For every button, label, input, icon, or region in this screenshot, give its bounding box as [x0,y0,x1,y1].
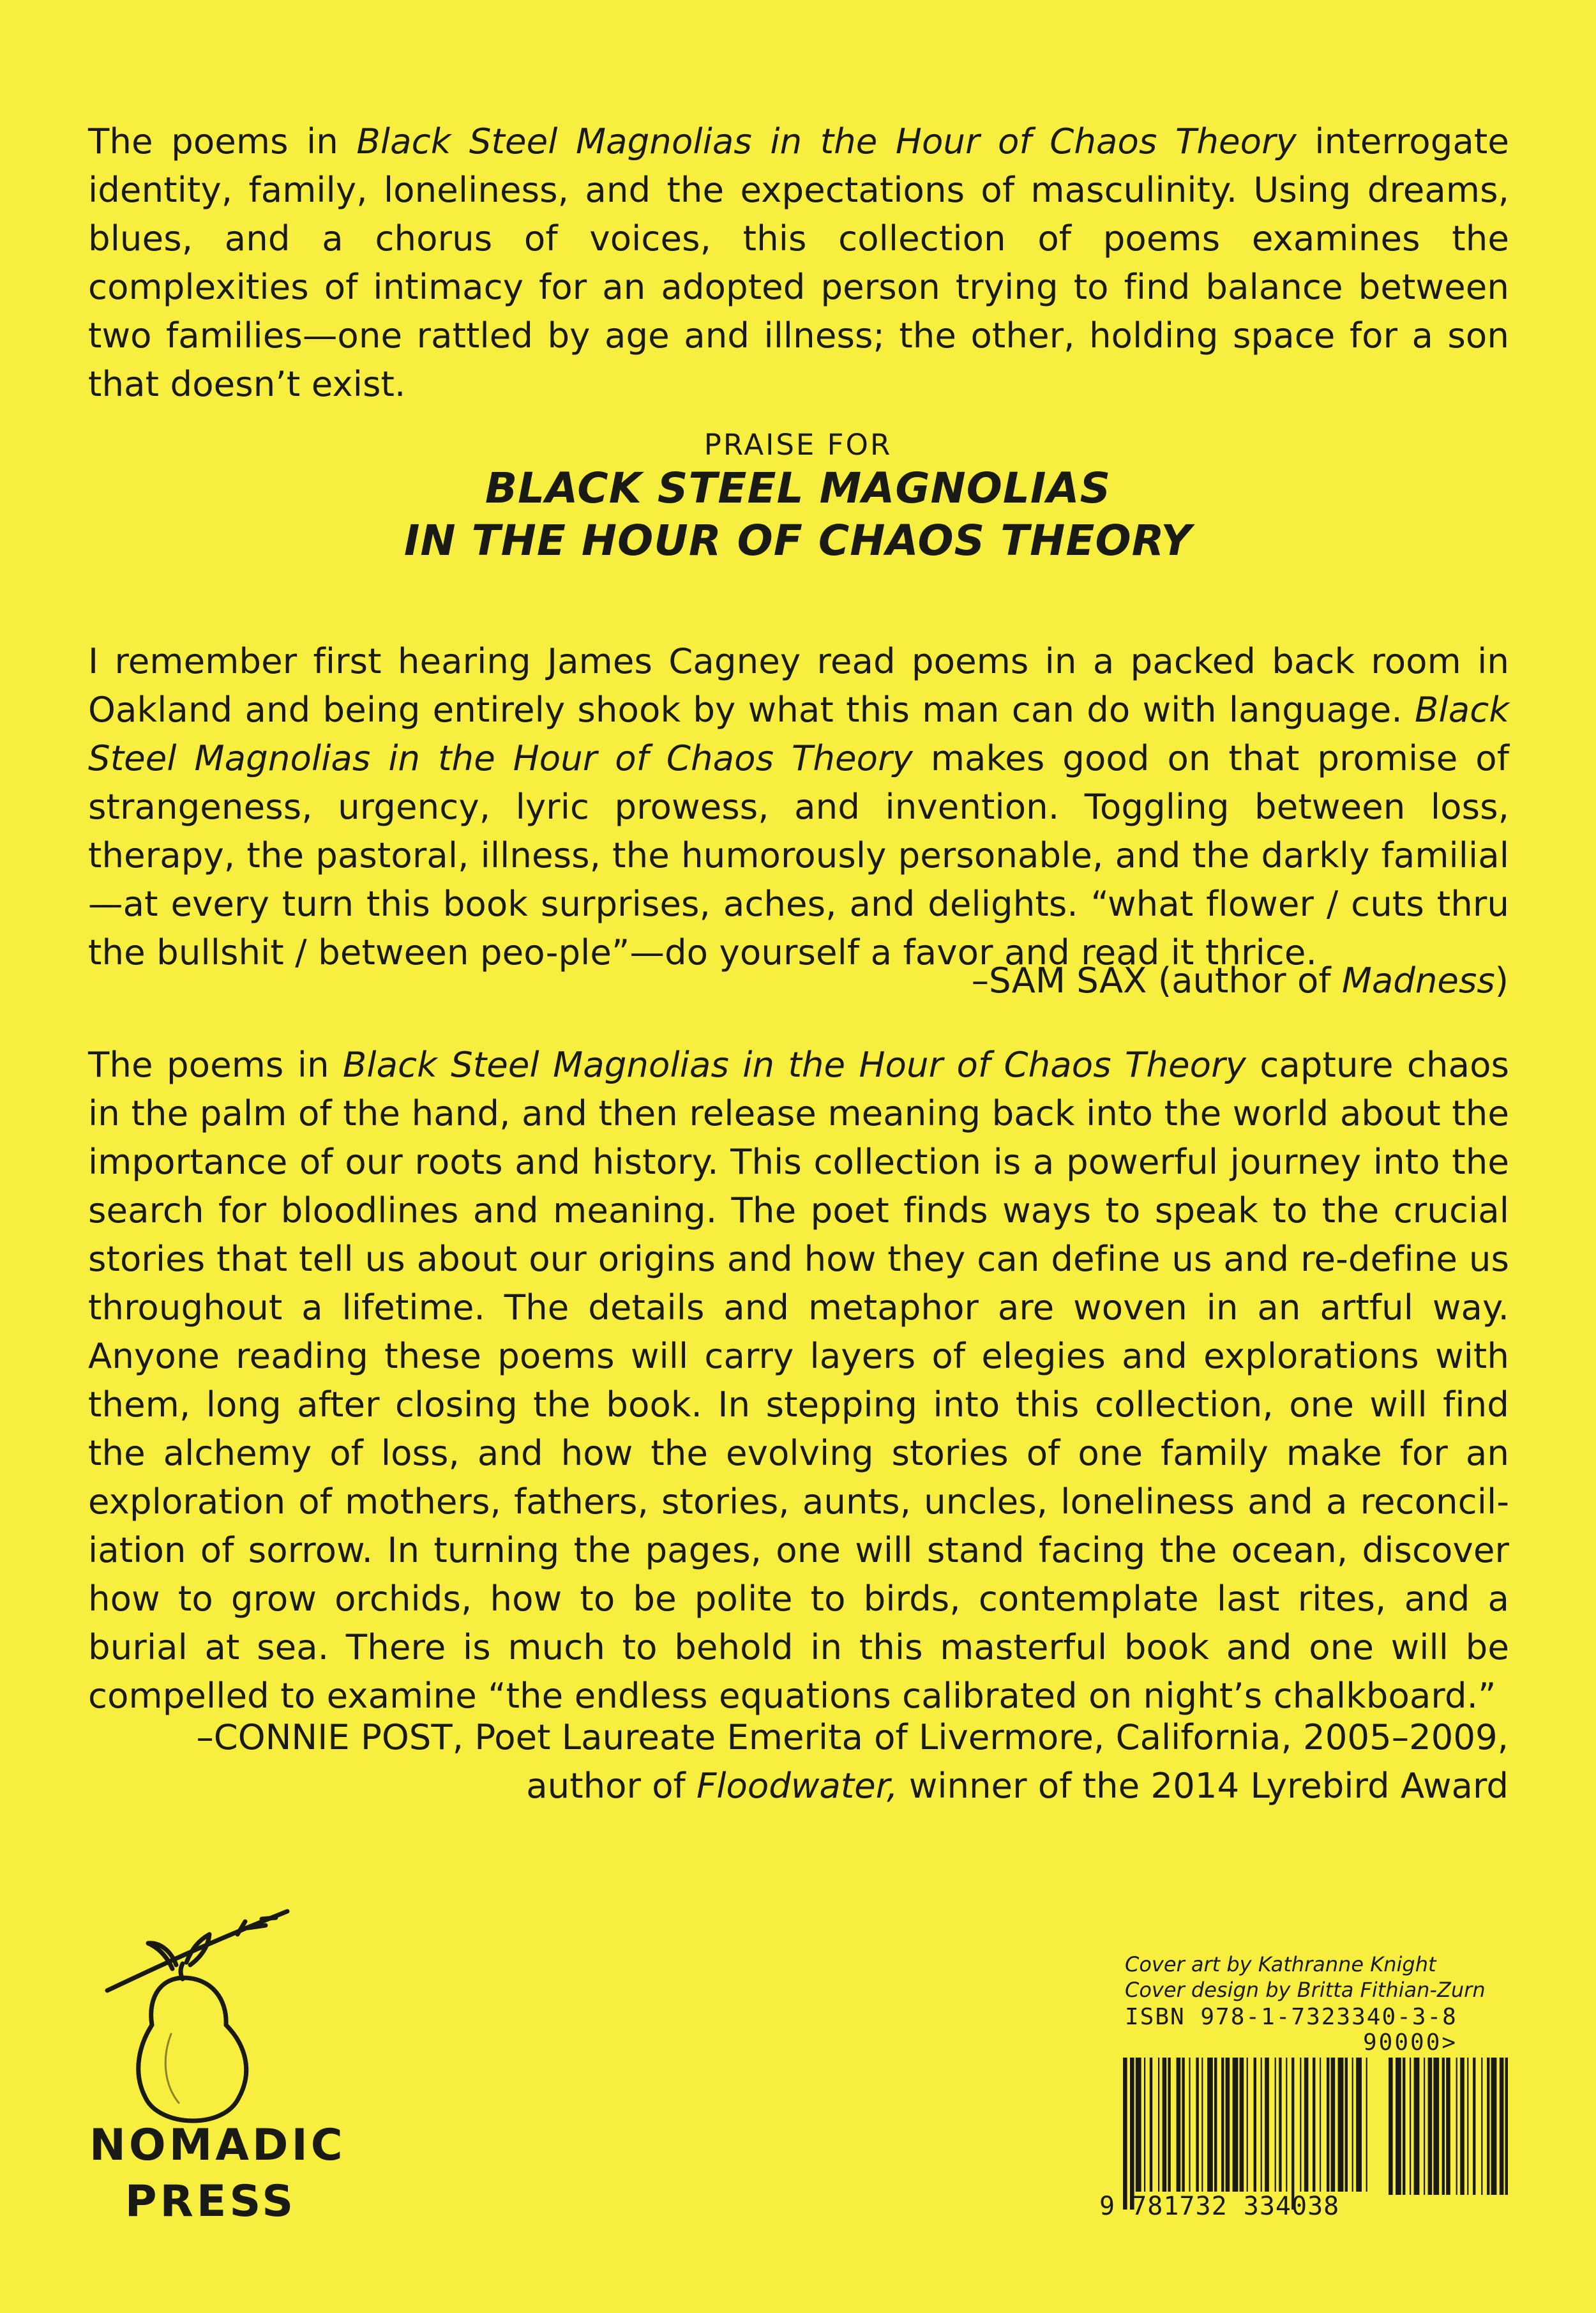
blurb1-part2: makes good on that promise of strangeness, urgency, lyric prowess, and invention. Toggling between loss, therapy, the pastoral, illness, the humorously personable, and the darkly familial—at every turn this book surprises, aches, and delights. “what flower / cuts thru the bullshit / between peo-ple”—do yourself a favor and read it thrice. [88,738,1510,973]
cover-design-credit: Cover design by Britta Fithian-Zurn [1125,1978,1486,2002]
blurb2-rest: capture chaos in the palm of the hand, and then release meaning back into the world about the importance of our roots and history. This collection is a powerful journey into the search for bloodlines and meaning. The poet finds ways to speak to the crucial stories that tell us about our origins and how they can define us and re-define us throughout a lifetime. The details and metaphor are woven in an artful way. Anyone reading these poems will carry layers of elegies and explorations with them, long after closing the book. In stepping into this collection, one will find the alchemy of loss, and how the evolving stories of one family make for an exploration of mothers, fathers, stories, aunts, uncles, loneliness and a reconcil-iation of sorrow. In turning the pages, one will stand facing the ocean, discover how to grow orchids, how to be polite to birds, contemplate last rites, and a burial at sea. There is much to behold in this masterful book and one will be compelled to examine “the endless equations calibrated on night’s chalkboard.” [88,1044,1510,1716]
intro-rest: interrogate identity, family, loneliness, and the expectations of masculinity. Using dreams, blues, and a chorus of voices, this collection of poems examines the complexities of intimacy for an adopted person trying to find balance between two families—one rattled by age and illness; the other, holding space for a son that doesn’t exist. [88,121,1509,404]
barcode-bar [1240,2058,1244,2192]
barcode-addon-bar [1414,2058,1420,2195]
book-description [88,117,1509,408]
barcode-addon-bar [1424,2058,1425,2195]
barcode-addon-bar [1505,2058,1508,2195]
barcode-bar [1196,2058,1198,2192]
blurb-connie-post [88,1040,1509,1720]
barcode-addon-bar [1481,2058,1482,2195]
barcode-bar [1265,2058,1269,2192]
barcode-bar [1286,2058,1287,2192]
pear-icon [96,1906,306,2136]
barcode-bar [1177,2058,1181,2192]
cover-credits [1125,1952,1486,2003]
barcode-bar [1304,2058,1309,2192]
barcode-addon-bar [1389,2058,1393,2195]
barcode-bar [1130,2058,1134,2210]
barcode-bar [1291,2058,1294,2210]
barcode-bar [1226,2058,1230,2192]
attr2-line2 [196,1761,1509,1810]
barcode-bar [1279,2058,1281,2192]
publisher-name-line-2: PRESS [124,2176,297,2227]
publisher-name-line-1: NOMADIC [89,2120,346,2171]
cover-art-credit: Cover art by Kathranne Knight [1125,1952,1436,1976]
barcode-addon-bar [1442,2058,1445,2195]
barcode-bar [1275,2058,1276,2192]
praise-for-label: PRAISE FOR [704,428,892,462]
barcode-addon-bar [1460,2058,1464,2195]
barcode-bar [1150,2058,1152,2192]
barcode-bar [1313,2058,1315,2192]
attr1-suffix: ) [1494,960,1509,1001]
barcode-addon-bar [1410,2058,1411,2195]
barcode-bar [1163,2058,1167,2192]
barcode-bar [1144,2058,1145,2192]
blurb2-lead: The poems in [88,1044,343,1085]
barcode-addon-bar [1491,2058,1497,2195]
barcode-addon-bar [1396,2058,1401,2195]
barcode-addon-bar [1487,2058,1489,2195]
blurb1-book-title: Black Steel Magnolias in the Hour of Chaos Theory [88,689,1509,778]
isbn-text: ISBN 978-1-7323340-3-8 [1125,2004,1457,2030]
barcode-addon-bar [1467,2058,1468,2195]
barcode-bar [1300,2058,1301,2192]
attr2-line2-prefix: author of [526,1765,697,1806]
barcode-bar [1261,2058,1262,2192]
intro-lead: The poems in [88,121,357,162]
barcode-addon-bar [1403,2058,1405,2195]
barcode-addon-bar [1428,2058,1433,2195]
barcode-bar [1233,2058,1238,2192]
barcode-addon-bar [1473,2058,1475,2195]
barcode-bar [1221,2058,1224,2192]
barcode-bar [1366,2058,1367,2192]
blurb2-attribution [196,1713,1509,1810]
barcode-addon-bar [1446,2058,1450,2195]
barcode-bar [1136,2058,1141,2192]
barcode-bar [1327,2058,1329,2192]
ean-number: 9 781732 334038 [1099,2192,1340,2221]
praise-title-line-1: BLACK STEEL MAGNOLIAS [485,464,1111,513]
praise-title-line-2: IN THE HOUR OF CHAOS THEORY [403,516,1193,565]
barcode-bar [1158,2058,1159,2192]
blurb-sam-sax [88,637,1509,976]
attr2-line2-book: Floodwater, [696,1765,898,1806]
barcode-bar [1214,2058,1217,2192]
attr2-line2-suffix: winner of the 2014 Lyrebird Award [898,1765,1509,1806]
attr1-prefix: –SAM SAX (author of [971,960,1342,1001]
barcode-bar [1189,2058,1190,2192]
barcode-bar [1247,2058,1248,2192]
barcode-bar [1345,2058,1348,2192]
barcode-bar [1201,2058,1203,2192]
barcode-bar [1320,2058,1321,2192]
barcode-addon-bar [1500,2058,1504,2195]
attr2-line1: –CONNIE POST, Poet Laureate Emerita of Livermore, California, 2005–2009, [196,1717,1509,1757]
barcode-bar [1254,2058,1256,2192]
barcode-bar [1352,2058,1353,2192]
barcode-bar [1356,2058,1362,2192]
blurb2-book-title: Black Steel Magnolias in the Hour of Chaos Theory [342,1044,1246,1085]
barcode-bar [1168,2058,1170,2192]
blurb1-attribution [972,956,1509,1005]
barcode-bar [1123,2058,1127,2210]
attr1-book: Madness [1341,960,1495,1001]
barcode-bar [1338,2058,1344,2192]
blurb1-part1: I remember first hearing James Cagney read poems in a packed back room in Oakland and being entirely shook by what this man can do with language. [88,641,1509,730]
barcode-addon-bar [1456,2058,1457,2195]
intro-book-title: Black Steel Magnolias in the Hour of Chaos Theory [356,121,1297,162]
barcode-addon-bar [1433,2058,1439,2195]
price-code: 90000> [1363,2029,1458,2056]
barcode-bar [1331,2058,1336,2192]
barcode-bar [1182,2058,1184,2192]
barcode-bar [1207,2058,1213,2192]
